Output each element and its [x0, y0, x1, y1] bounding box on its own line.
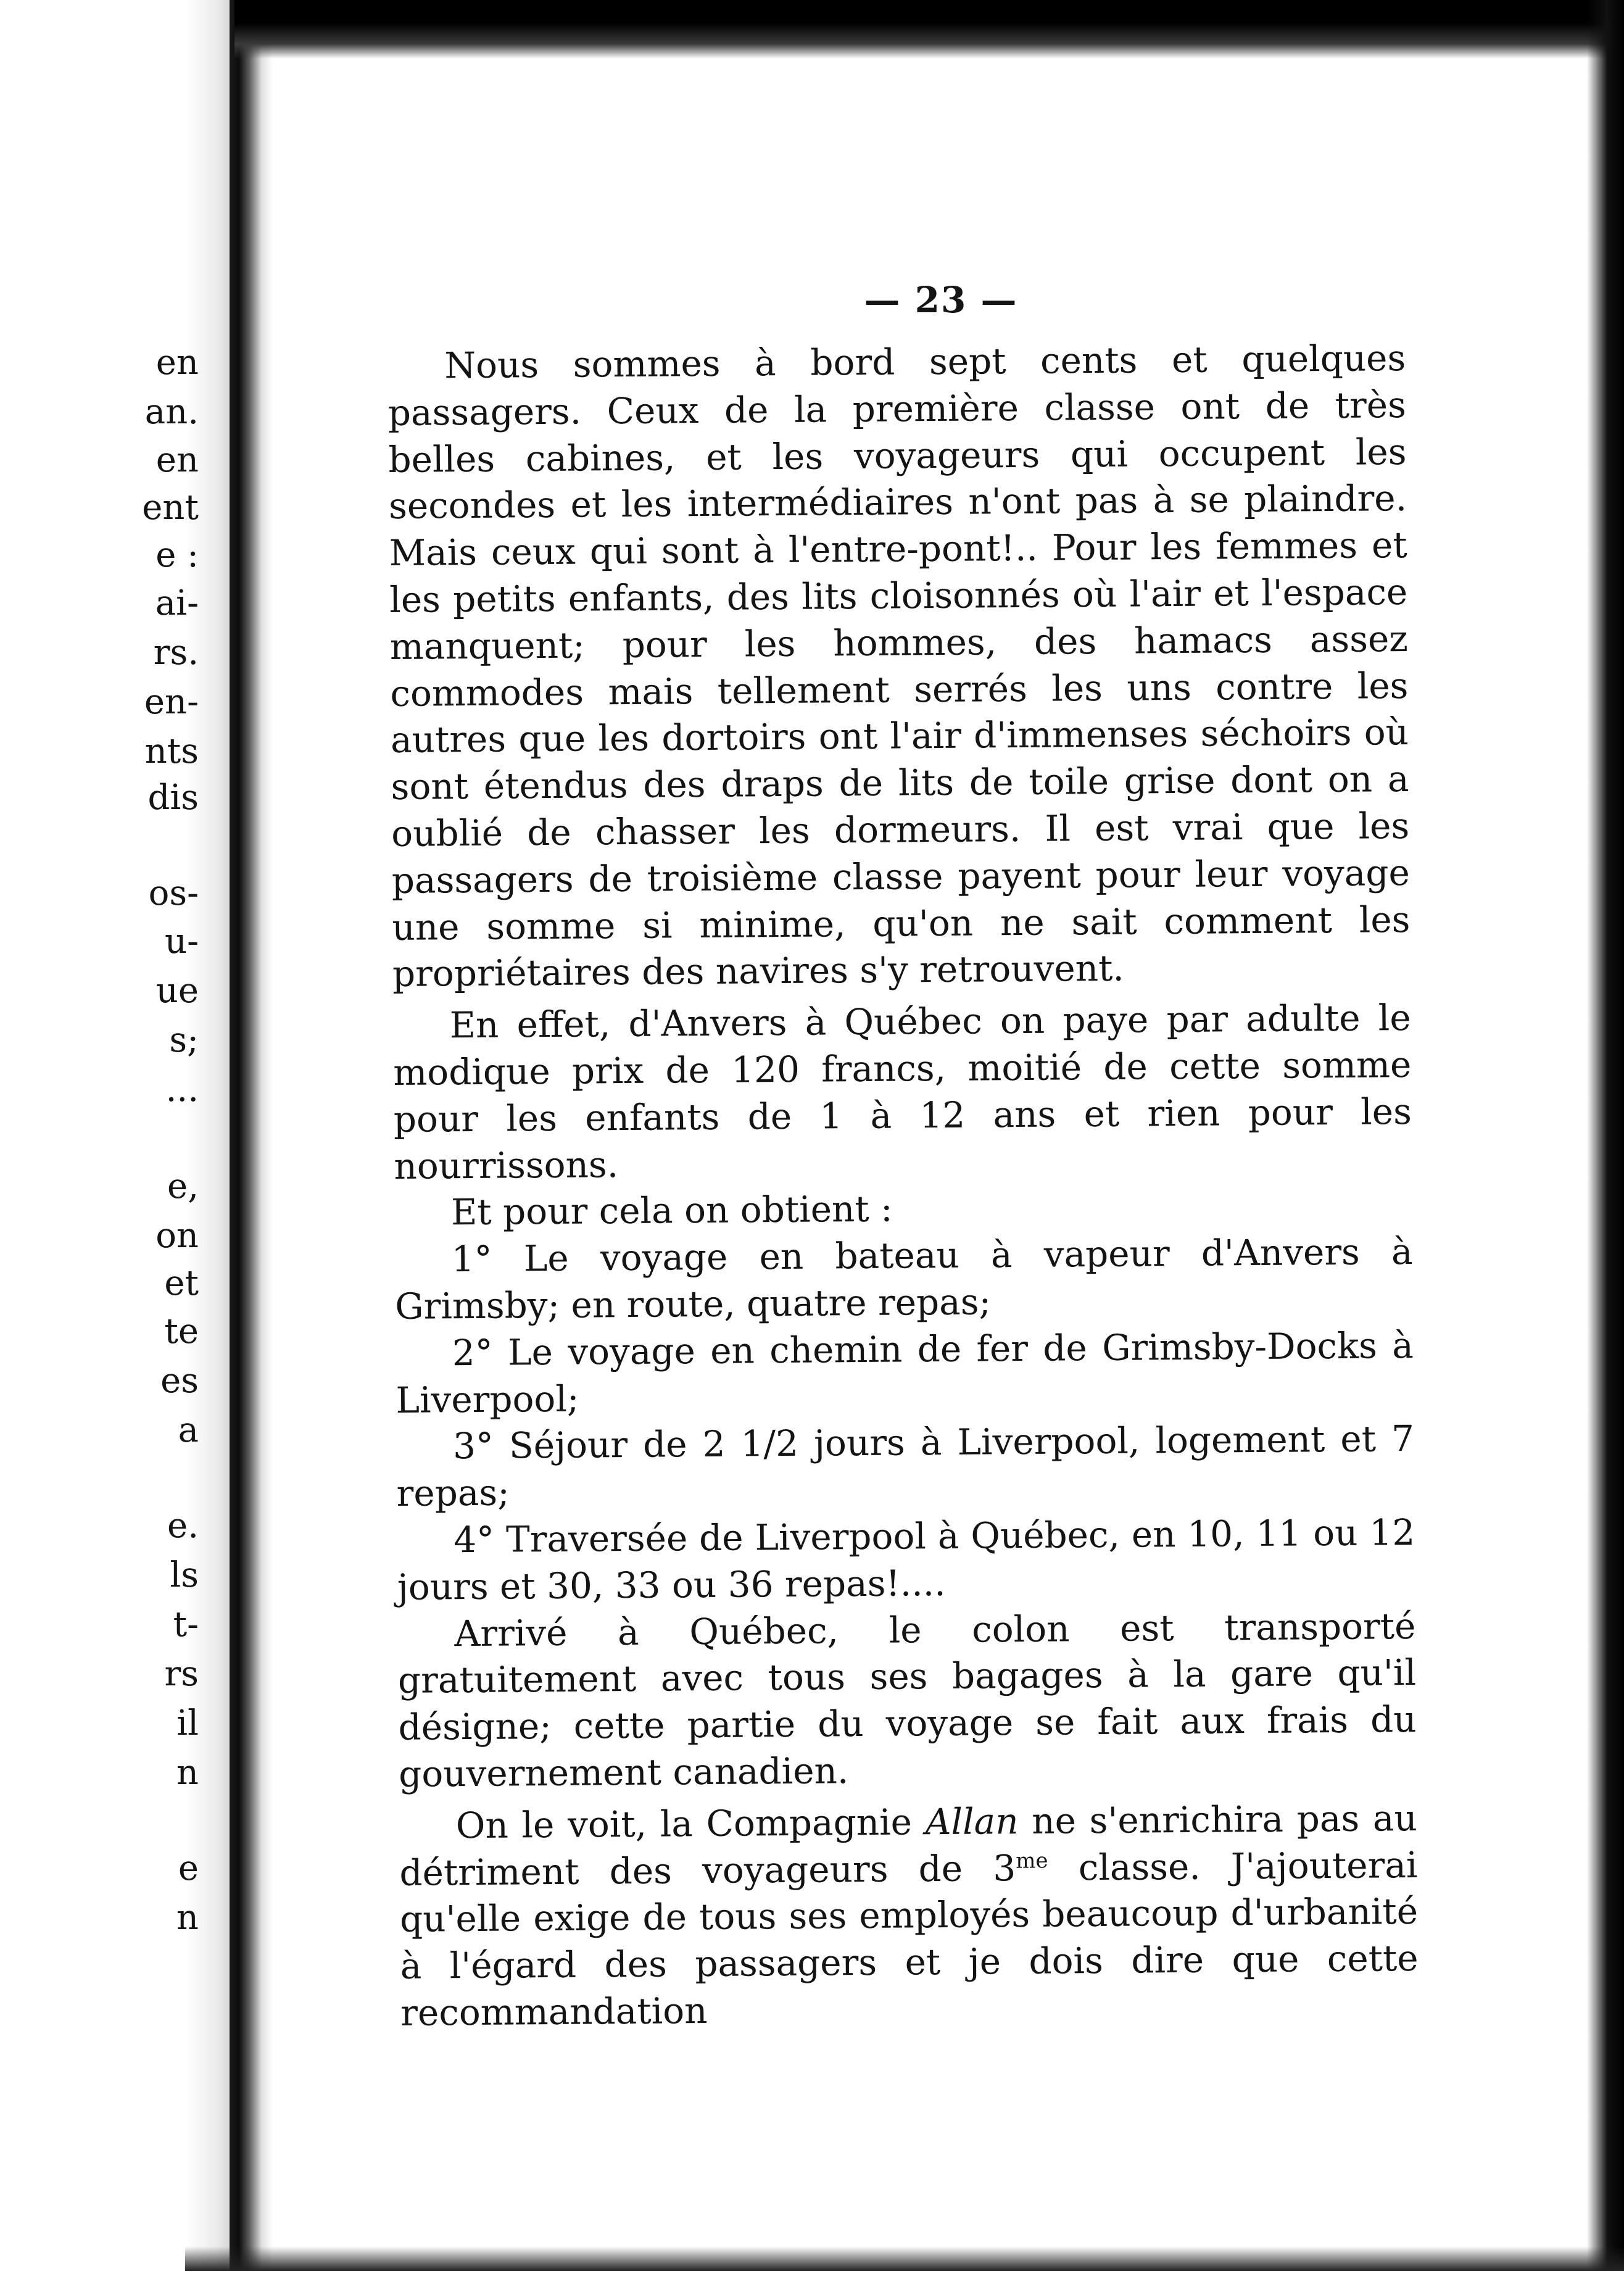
facing-page-fragment: u-: [165, 921, 199, 961]
facing-page-fragment: et: [164, 1263, 199, 1303]
facing-page-fragment: ue: [155, 971, 199, 1011]
facing-page-fragment: en: [155, 440, 199, 480]
body-text: [387, 335, 1419, 2037]
facing-page-fragment: e :: [155, 535, 199, 575]
facing-page-fragment: ls: [170, 1555, 199, 1595]
facing-page-fragment: e.: [167, 1506, 199, 1546]
facing-page-fragment: s;: [169, 1020, 199, 1060]
page-number: — 23 —: [864, 279, 1018, 321]
facing-page-fragment: e: [178, 1848, 199, 1888]
facing-page-fragment: an.: [144, 392, 199, 432]
right-scan-shadow: [1587, 0, 1624, 2271]
facing-page-fragment: a: [178, 1410, 199, 1450]
facing-page-fragment: es: [160, 1361, 199, 1401]
facing-page-fragment: e,: [167, 1166, 199, 1206]
text-run: ne s'enrichira pas au détriment des voyageurs de 3: [399, 1796, 1418, 1894]
facing-page-fragment: n: [176, 1898, 199, 1938]
facing-page-fragment: te: [164, 1311, 199, 1351]
list-item: 3° Séjour de 2 1/2 jours à Liverpool, logement et 7 repas;: [396, 1418, 1415, 1515]
company-name: Allan: [925, 1800, 1019, 1843]
facing-page-text: [51, 0, 199, 2271]
facing-page-fragment: n: [176, 1753, 199, 1793]
facing-page-fragment: on: [155, 1216, 199, 1256]
facing-page-fragment: dis: [147, 778, 199, 818]
facing-page-fragment: ai-: [155, 583, 199, 623]
superscript: me: [1015, 1848, 1048, 1874]
facing-page-fragment: en-: [144, 682, 199, 722]
facing-page-fragment: rs.: [153, 633, 199, 673]
paragraph: En effet, d'Anvers à Québec on paye par adulte le modique prix de 120 francs, moitié de cette somme pour les enfants de 1 à 12 ans et rien pour les nourrissons.: [393, 997, 1412, 1187]
facing-page-fragment: os-: [148, 873, 199, 913]
list-item: 4° Traversée de Liverpool à Québec, en 10, 11 ou 12 jours et 30, 33 ou 36 repas!....: [397, 1511, 1415, 1608]
top-scan-shadow: [234, 0, 1624, 59]
text-run: On le voit, la Compagnie: [455, 1800, 926, 1846]
facing-page-fragment: t-: [173, 1605, 199, 1645]
text-run: classe. J'ajouterai qu'elle exige de tous ses employés beaucoup d'urbanité à l'égard des passagers et je dois dire que cette recommandation: [399, 1843, 1419, 2034]
list-item: 2° Le voyage en chemin de fer de Grimsby-Docks à Liverpool;: [396, 1324, 1414, 1421]
paragraph: Nous sommes à bord sept cents et quelques passagers. Ceux de la première classe ont de très belles cabines, et les voyageurs qui occupent les secondes et les intermédiaires n'ont pas à se plaindre. Mais ceux qui sont à l'entre-pont!.. Pour les femmes et les petits enfants, des lits cloisonnés où l'air et l'espace manquent; pour les hommes, des hamacs assez commodes mais tellement serrés les uns contre les autres que les dortoirs ont l'air d'immenses séchoirs où sont étendus des draps de lits de toile grise dont on a oublié de chasser les dormeurs. Il est vrai que les passagers de troisième classe payent pour leur voyage une somme si minime, qu'on ne sait comment les propriétaires des navires s'y retrouvent.: [387, 337, 1411, 995]
facing-page-fragment: nts: [144, 731, 199, 771]
bottom-scan-shadow: [185, 2246, 1624, 2271]
list-item: 1° Le voyage en bateau à vapeur d'Anvers à Grimsby; en route, quatre repas;: [394, 1231, 1413, 1327]
facing-page-fragment: rs: [164, 1654, 199, 1694]
paragraph: [399, 1795, 1419, 2037]
book-gutter: [230, 0, 273, 2271]
paragraph: Arrivé à Québec, le colon est transporté gratuitement avec tous ses bagages à la gare qu'il désigne; cette partie du voyage se fait aux frais du gouvernement canadien.: [397, 1605, 1417, 1795]
paragraph: Et pour cela on obtient :: [450, 1187, 893, 1234]
facing-page-fragment: ...: [165, 1069, 199, 1110]
facing-page-fragment: il: [176, 1703, 199, 1743]
facing-page-fragment: en: [155, 343, 199, 383]
facing-page-fragment: ent: [142, 488, 199, 528]
